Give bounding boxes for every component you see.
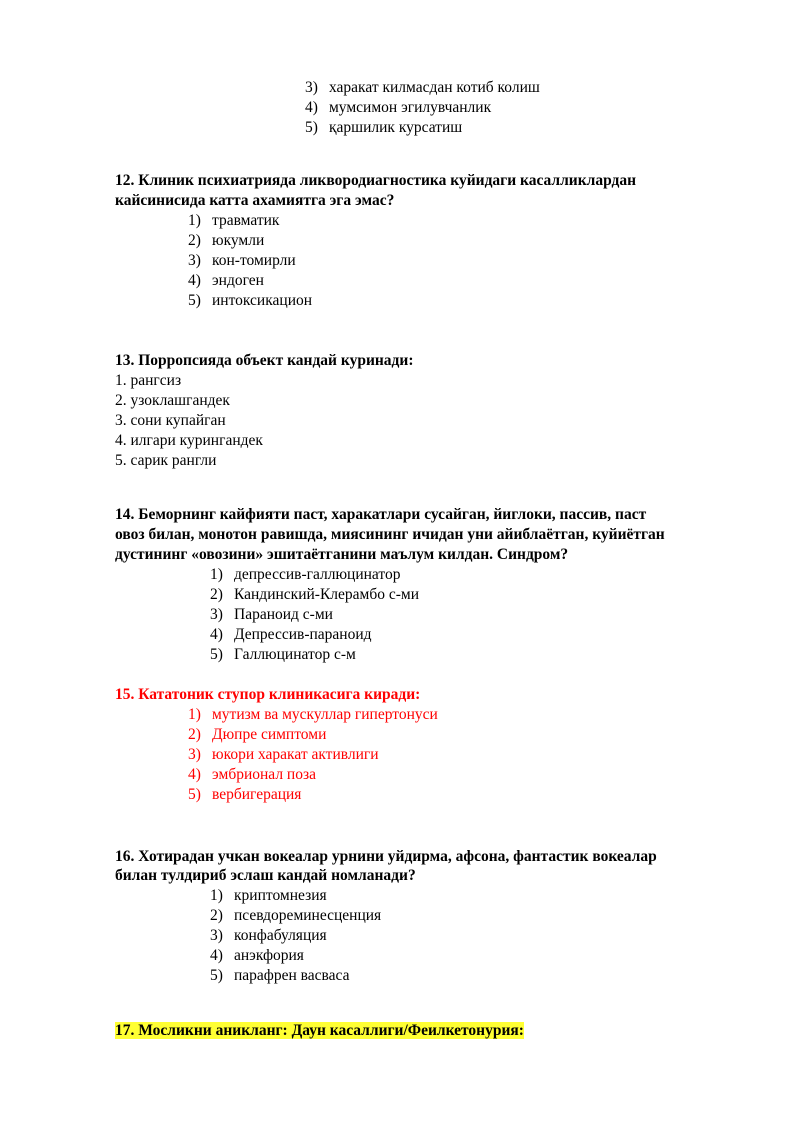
option-item: 1) криптомнезия: [210, 887, 327, 904]
option-item: 2. узоклашгандек: [115, 392, 230, 409]
option-item: 2) псевдореминесценция: [210, 907, 382, 924]
question-17-title: [115, 1021, 524, 1041]
option-item: 5) интоксикацион: [188, 292, 313, 309]
option-item: 4) анэкфория: [210, 947, 304, 964]
option-item: 1) мутизм ва мускуллар гипертонуси: [188, 706, 438, 723]
option-item: 2) Дюпре симптоми: [188, 726, 327, 743]
option-item: 5) парафрен васваса: [210, 967, 350, 984]
option-item: 1. рангсиз: [115, 372, 182, 389]
option-item: 4) Депрессив-параноид: [210, 626, 372, 643]
option-item: 2) Кандинский-Клерамбо с-ми: [210, 586, 419, 603]
option-item: 3) Параноид с-ми: [210, 606, 333, 623]
option-item: 5) Галлюцинатор с-м: [210, 646, 356, 663]
question-12-title-cont: кайсинисида катта ахамиятга эга эмас?: [115, 192, 395, 209]
option-item: 4) эндоген: [188, 272, 264, 289]
question-15-title: 15. Кататоник ступор клиникасига киради:: [115, 686, 421, 703]
option-item: 1) депрессив-галлюцинатор: [210, 566, 401, 583]
highlighted-text: 17. Мосликни аникланг: Даун касаллиги/Феилкетонурия:: [115, 1022, 524, 1039]
option-item: 5) вербигерация: [188, 786, 302, 803]
question-14-title-cont: овоз билан, монотон равишда, миясининг ичидан уни айиблаётган, куйиётган: [115, 526, 665, 543]
option-item: 3. сони купайган: [115, 412, 226, 429]
option-item: 4) мумсимон эгилувчанлик: [305, 99, 492, 116]
question-12-title: 12. Клиник психиатрияда ликвородиагностика куйидаги касалликлардан: [115, 172, 637, 189]
question-16-title: 16. Хотирадан учкан вокеалар урнини уйдирма, афсона, фантастик вокеалар: [115, 848, 657, 865]
option-item: 5) қаршилик курсатиш: [305, 119, 463, 136]
question-13-title: 13. Порропсияда объект кандай куринади:: [115, 352, 414, 369]
option-item: 3) харакат килмасдан котиб колиш: [305, 79, 540, 96]
option-item: 4) эмбрионал поза: [188, 766, 316, 783]
question-14-title-cont: дустининг «овозини» эшитаётганини маълум килдан. Синдром?: [115, 546, 569, 563]
option-item: 3) конфабуляция: [210, 927, 327, 944]
option-item: 4. илгари курингандек: [115, 432, 263, 449]
option-item: 1) травматик: [188, 212, 280, 229]
option-item: 2) юкумли: [188, 232, 265, 249]
option-item: 5. сарик рангли: [115, 452, 217, 469]
question-14-title: 14. Беморнинг кайфияти паст, харакатлари сусайган, йиглоки, пассив, паст: [115, 506, 647, 523]
option-item: 3) юкори харакат активлиги: [188, 746, 379, 763]
option-item: 3) кон-томирли: [188, 252, 296, 269]
question-16-title-cont: билан тулдириб эслаш кандай номланади?: [115, 867, 416, 884]
